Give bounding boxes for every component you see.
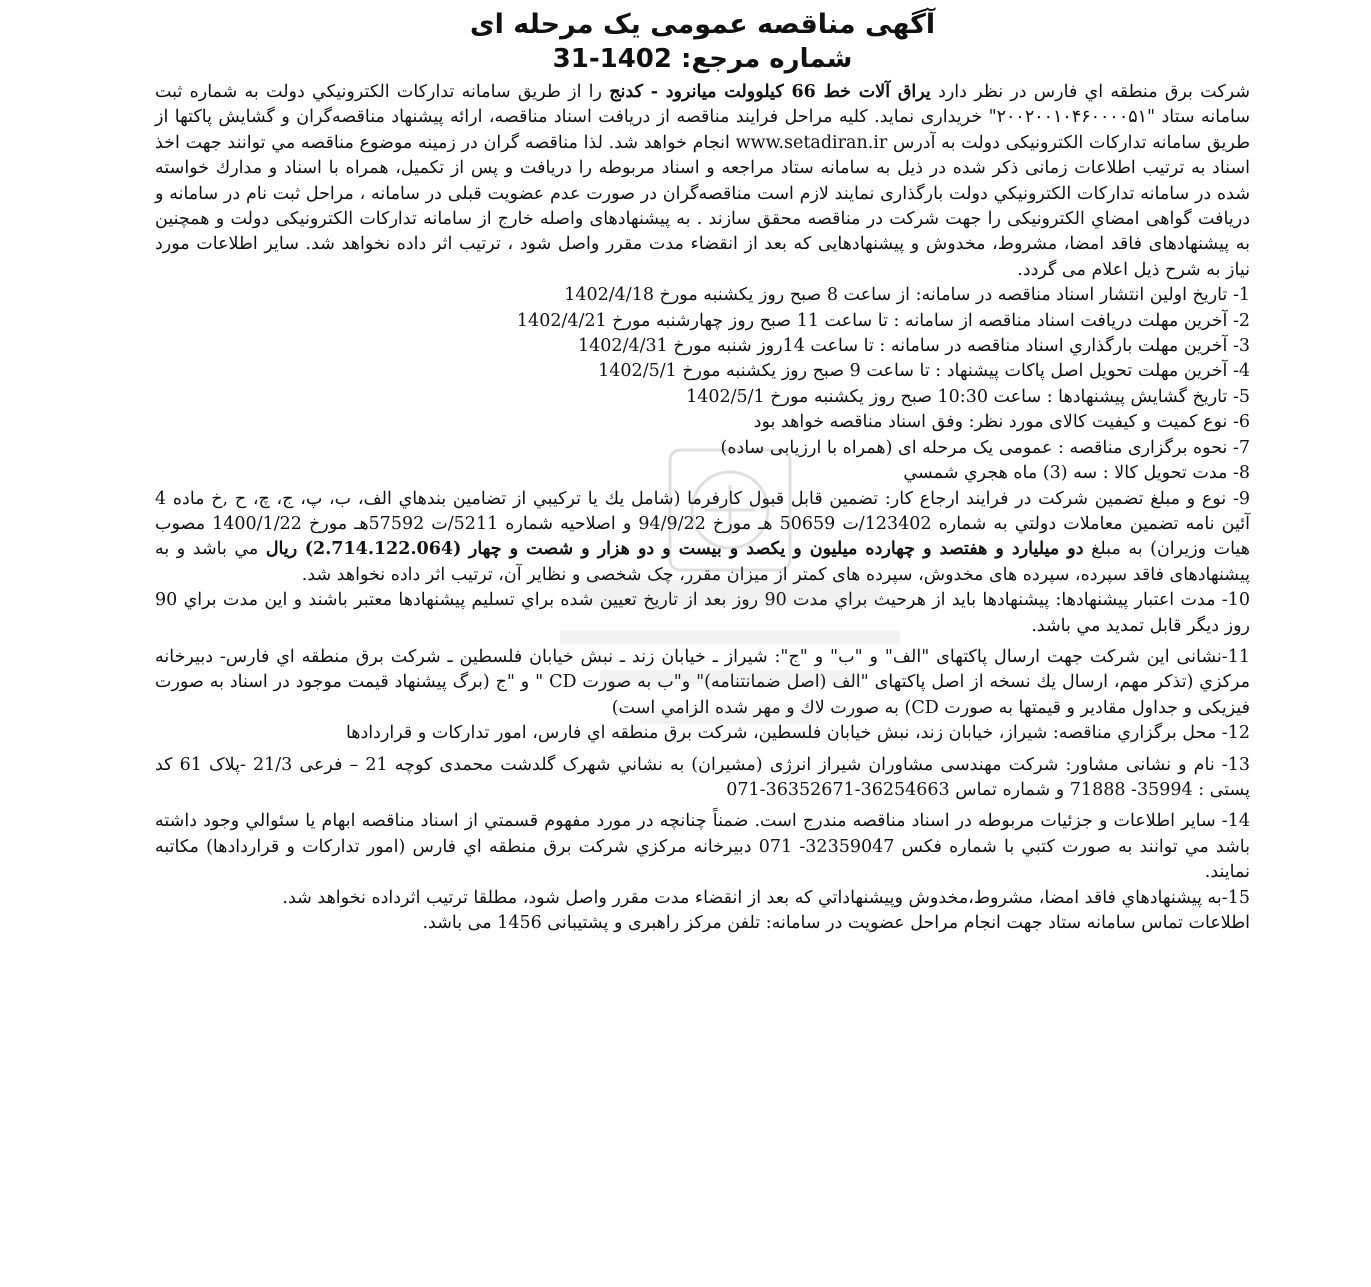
list-item: 13- نام و نشانی مشاور: شرکت مهندسی مشاوران شیراز انرژی (مشیران) به نشاني شهرک گلدشت محمدی کوچه 21 – فرعی 21/3 -پلاک 61 کد پستی : 35994- 71888 و شماره تماس 36254663-36352671-071 bbox=[155, 754, 1250, 800]
reference-value: 31-1402 bbox=[552, 44, 672, 74]
list-item: 15-به پيشنهادهاي فاقد امضا، مشروط،مخدوش وپيشنهاداتي كه بعد از انقضاء مدت مقرر واصل شود، مطلقا ترتيب اثرداده نخواهد شد. bbox=[282, 887, 1250, 908]
list-item: 2- آخرین مهلت دریافت اسناد مناقصه از سامانه : تا ساعت 11 صبح روز چهارشنبه مورخ 1402/4/21 bbox=[516, 310, 1250, 331]
list-item: 1- تاریخ اولین انتشار اسناد مناقصه در سامانه: از ساعت 8 صبح روز یکشنبه مورخ 1402/4/18 bbox=[564, 285, 1250, 306]
intro-part-1: شرکت برق منطقه اي فارس در نظر دارد bbox=[938, 82, 1250, 102]
list-item: 8- مدت تحویل کالا : سه (3) ماه هجري شمسي bbox=[903, 463, 1250, 484]
guarantee-currency: ریال bbox=[265, 539, 298, 560]
guarantee-conditions: مي باشد و به پیشنهادهای فاقد سپرده، سپرده های مخدوش، سپرده های کمتر از میزان مقرر، چک شخصی و نظایر آن، ترتیب اثر داده نخواهد شد. bbox=[155, 539, 1250, 585]
contact-info: اطلاعات تماس سامانه ستاد جهت انجام مراحل عضویت در سامانه: تلفن مرکز راهبری و پشتیبانی 1456 می باشد. bbox=[422, 913, 1250, 933]
list-item: 5- تاریخ گشایش پیشنهادها : ساعت 10:30 صبح روز یکشنبه مورخ 1402/5/1 bbox=[686, 386, 1250, 407]
guarantee-amount-words: دو میلیارد و هفتصد و چهارده میلیون و یکصد و بیست و دو هزار و شصت و چهار bbox=[468, 539, 1084, 560]
intro-paragraph bbox=[155, 80, 1250, 283]
list-item: 3- آخرین مهلت بارگذاري اسناد مناقصه در سامانه : تا ساعت 14روز شنبه مورخ 1402/4/31 bbox=[578, 336, 1250, 357]
list-item: 6- نوع کمیت و کیفیت کالای مورد نظر: وفق اسناد مناقصه خواهد بود bbox=[753, 412, 1250, 433]
list-item: 4- آخرین مهلت تحویل اصل پاکات پیشنهاد : تا ساعت 9 صبح روز یکشنبه مورخ 1402/5/1 bbox=[598, 361, 1250, 382]
list-item: 10- مدت اعتبار پیشنهادها: پیشنهادها بايد از هرحيث براي مدت 90 روز بعد از تاريخ تعيين شده براي تسليم پيشنهادها معتبر باشند و اين مدت براي 90 روز ديگر قابل تمديد مي باشد. bbox=[155, 590, 1250, 636]
reference-number bbox=[155, 42, 1250, 76]
notice-title: آگهی مناقصه عمومی یک مرحله ای bbox=[469, 9, 936, 40]
list-item: 14- ساير اطلاعات و جزئيات مربوطه در اسناد مناقصه مندرج است. ضمناً چنانچه در مورد مفهوم قسمتي از اسناد مناقصه ابهام يا سئوالي وجود داشته باشد مي توانند به صورت كتبي با شماره فكس 32359047- 071 دبيرخانه مركزي شركت برق منطقه اي فارس (امور تداركات و قراردادها) مكاتبه نمايند. bbox=[155, 811, 1250, 883]
tender-subject: یراق آلات خط 66 کیلوولت میانرود - کدنج bbox=[609, 82, 931, 102]
tender-notice bbox=[155, 8, 1250, 936]
list-item: 7- نحوه برگزاری مناقصه : عمومی یک مرحله ای (همراه با ارزیابی ساده) bbox=[720, 437, 1250, 458]
guarantee-amount-digits: (2.714.122.064) bbox=[304, 539, 462, 560]
reference-label: شماره مرجع: bbox=[681, 44, 853, 74]
intro-part-3: انجام خواهد شد. لذا مناقصه گران در زمینه موضوع مناقصه مي توانند جهت اخذ اسناد به ترتیب اطلاعات زمانی ذکر شده در ذیل به سامانه ستاد مراجعه و اسناد مربوطه را دریافت و پس از تکمیل، همراه با اسناد و مدارك خواسته شده در سامانه تدارکات الکترونيکي دولت بارگذاری نمایند لازم است مناقصه‌گران در صورت عدم عضویت قبلی در سامانه ، مراحل ثبت نام در سامانه و دریافت گواهی امضاي الکترونیکی را جهت شرکت در مناقصه محقق سازند . به پیشنهادهای واصله خارج از سامانه تدارکات الکترونیکی دولت و همچنین به پیشنهادهای فاقد امضا، مشروط، مخدوش و پیشنهادهایی که بعد از انقضاء مدت مقرر واصل شود ، ترتیب اثر داده نخواهد شد. سایر اطلاعات مورد نیاز به شرح ذیل اعلام می گردد. bbox=[155, 132, 1250, 280]
guarantee-text: 9- نوع و مبلغ تضمین شرکت در فرایند ارجاع کار: تضمین قابل قبول کارفرما (شامل يك يا تركيبي از تضامين بندهاي الف، ب، پ، ج، چ، ح ,خ ماده 4 آئين نامه تضمين معاملات دولتي به شماره 123402/ت 50659 هـ مورخ 94/9/22 و اصلاحیه شماره 5211/ت 57592هـ مورخ 1400/1/22 مصوب هیات وزیران) به مبلغ bbox=[155, 488, 1250, 560]
intro-part-2: را از طریق سامانه تدارکات الکترونيکي دولت به شماره ثبت سامانه ستاد "۲۰۰۲۰۰۱۰۴۶۰۰۰۰۵۱" خریداری نماید. کلیه مراحل فرایند مناقصه از دریافت اسناد مناقصه، ارائه پیشنهاد مناقصه‌گران و گشایش پاکتها از طریق سامانه تدارکات الکترونیکی دولت به آدرس bbox=[155, 82, 1250, 153]
list-item: 12- محل برگزاري مناقصه: شيراز، خيابان زند، نبش خيابان فلسطين، شركت برق منطقه اي فارس، امور تداركات و قراردادها bbox=[345, 723, 1250, 744]
list-item: 11-نشانی این شرکت جهت ارسال پاکتهای "الف" و "ب" و "ج": شيراز ـ خيابان زند ـ نبش خيابان فلسطين ـ شركت برق منطقه اي فارس- دبیرخانه مرکزي (تذکر مهم، ارسال يك نسخه از اصل پاکتهای "الف (اصل ضمانتنامه)" و"ب به صورت CD " و "ج (برگ پیشنهاد قیمت موجود در اسناد به صورت فیزیکی و جداول مقادیر و قیمتها به صورت CD) به صورت لاك و مهر شده الزامي است) bbox=[155, 646, 1250, 718]
setad-website-link[interactable]: www.setadiran.ir bbox=[735, 132, 888, 153]
guarantee-item bbox=[155, 487, 1250, 589]
